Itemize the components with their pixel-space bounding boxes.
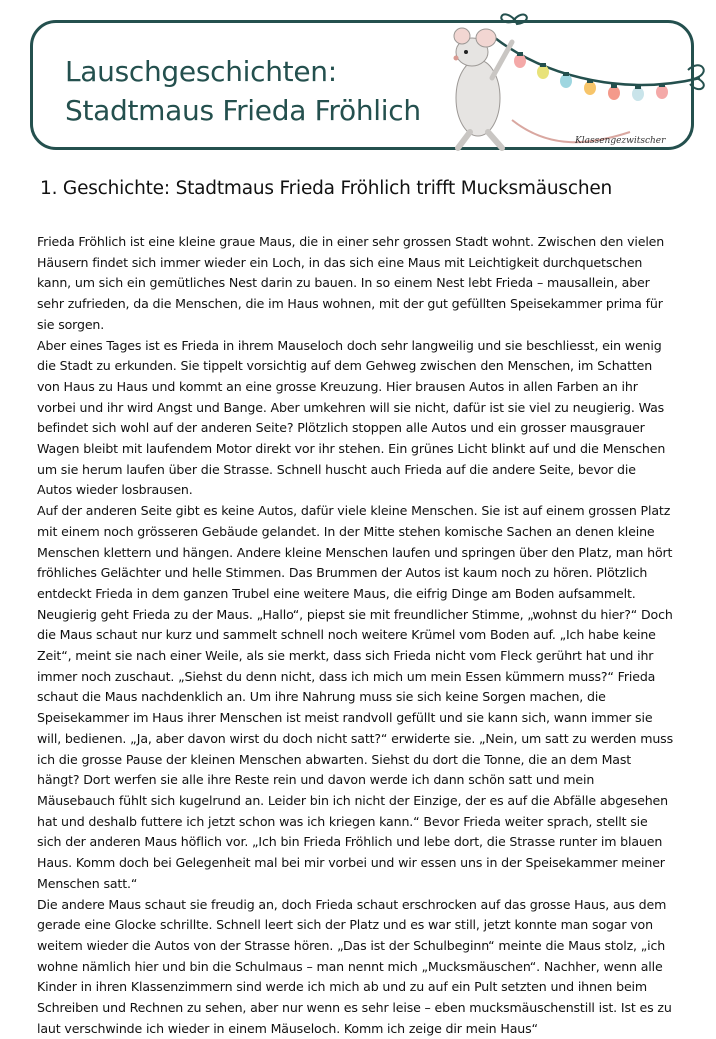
light-bulb-cap <box>635 85 641 89</box>
bow-icon <box>501 14 526 24</box>
light-bulb-icon <box>514 54 526 68</box>
light-bulb-cap <box>611 84 617 88</box>
page-title <box>65 52 421 130</box>
light-bulb-icon <box>608 86 620 100</box>
story-paragraph: Auf der anderen Seite gibt es keine Autos, dafür viele kleine Menschen. Sie ist auf einem grossen Platz mit einem noch grösseren Gebäude gelandet. In der Mitte stehen komische Sachen an denen kleine Menschen klettern und hängen. Andere kleine Menschen laufen und springen über den Platz, man hört fröhliches Gelächter und helle Stimmen. Das Brummen der Autos ist kaum noch zu hören. Plötzlich entdeckt Frieda in dem ganzen Trubel eine weitere Maus, die eifrig Dinge am Boden aufsammelt. Neugierig geht Frieda zu der Maus. „Hallo“, piepst sie mit freundlicher Stimme, „wohnst du hier?“ Doch die Maus schaut nur kurz und sammelt schnell noch weitere Krümel vom Boden auf. „Ich habe keine Zeit“, meint sie nach einer Weile, als sie merkt, dass sich Frieda nicht vom Fleck gerührt hat und ihr immer noch zuschaut. „Siehst du denn nicht, dass ich mich um mein Essen kümmern muss?“ Frieda schaut die Maus nachdenklich an. Um ihre Nahrung muss sie sich keine Sorgen machen, die Speisekammer im Haus ihrer Menschen ist meist randvoll gefüllt und sie kann sich, wann immer sie will, bedienen. „Ja, aber davon wirst du doch nicht satt?“ erwiderte sie. „Nein, um satt zu werden muss ich die grosse Pause der kleinen Menschen abwarten. Siehst du dort die Tonne, die an dem Mast hängt? Dort werfen sie alle ihre Reste rein und davon werde ich dann schön satt und mein Mäusebauch fühlt sich kugelrund an. Leider bin ich nicht der Einzige, der es auf die Abfälle abgesehen hat und deshalb futtere ich jetzt schon was ich kriegen kann.“ Bevor Frieda weiter sprach, stellt sie sich der anderen Maus höflich vor. „Ich bin Frieda Fröhlich und lebe dort, die Strasse runter im blauen Haus. Komm doch bei Gelegenheit mal bei mir vorbei und wir essen uns in der Speisekammer meiner Menschen satt.“ <box>37 501 673 894</box>
light-bulb-cap <box>659 83 665 87</box>
mouse-leg <box>488 132 502 148</box>
story-paragraph: Aber eines Tages ist es Frieda in ihrem Mauseloch doch sehr langweilig und sie beschliesst, ein wenig die Stadt zu erkunden. Sie tippelt vorsichtig auf dem Gehweg zwischen den Menschen, im Schatten von Haus zu Haus und kommt an eine grosse Kreuzung. Hier brausen Autos in allen Farben an ihr vorbei und ihr wird Angst und Bange. Aber umkehren will sie nicht, dafür ist sie viel zu neugierig. Was befindet sich wohl auf der anderen Seite? Plötzlich stoppen alle Autos und ein grosser mausgrauer Wagen bleibt mit laufendem Motor direkt vor ihr stehen. Ein grünes Licht blinkt auf und die Menschen um sie herum laufen über die Strasse. Schnell huscht auch Frieda auf die andere Seite, bevor die Autos wieder losbrausen. <box>37 336 673 502</box>
light-bulb-cap <box>563 72 569 76</box>
mouse-arm <box>492 42 512 78</box>
light-bulb-icon <box>584 81 596 95</box>
mouse-ear <box>476 29 496 47</box>
mouse-eye <box>464 50 468 54</box>
light-bulb-cap <box>540 63 546 67</box>
light-bulb-cap <box>517 52 523 56</box>
mouse-illustration <box>400 0 716 160</box>
mouse-leg <box>458 132 470 148</box>
story-title: 1. Geschichte: Stadtmaus Frieda Fröhlich trifft Mucksmäuschen <box>40 178 612 199</box>
mouse-ear <box>454 28 470 44</box>
title-line-1: Lauschgeschichten: <box>65 52 421 91</box>
story-paragraph: Die andere Maus schaut sie freudig an, doch Frieda schaut erschrocken auf das grosse Haus, aus dem gerade eine Glocke schrillte. Schnell leert sich der Platz und es war still, jetzt konnte man sogar von weitem wieder die Autos von der Strasse hören. „Das ist der Schulbeginn“ meinte die Maus stolz, „ich wohne nämlich hier und bin die Schulmaus – man nennt mich „Mucksmäuschen“. Nachher, wenn alle Kinder in ihren Klassenzimmern sind werde ich mich ab und zu auf ein Pult setzten und ihnen beim Schreiben und Rechnen zu sehen, aber nur wenn es sehr leise – eben mucksmäuschenstill ist. Ist es zu laut verschwinde ich wieder in einem Mäuseloch. Komm ich zeige dir mein Haus“ <box>37 895 673 1039</box>
light-bulb-icon <box>560 74 572 88</box>
story-body <box>37 232 673 1039</box>
bow-icon <box>688 65 704 89</box>
light-bulb-icon <box>537 65 549 79</box>
title-line-2: Stadtmaus Frieda Fröhlich <box>65 91 421 130</box>
light-bulb-cap <box>587 79 593 83</box>
light-bulb-icon <box>632 87 644 101</box>
light-bulb-icon <box>656 85 668 99</box>
story-paragraph: Frieda Fröhlich ist eine kleine graue Maus, die in einer sehr grossen Stadt wohnt. Zwischen den vielen Häusern findet sich immer wieder ein Loch, in das sich eine Maus mit Leichtigkeit durchquetschen kann, um sich ein gemütliches Nest darin zu bauen. In so einem Nest lebt Frieda – mausallein, aber sehr zufrieden, da die Menschen, die im Haus wohnen, mit der gut gefüllten Speisekammer prima für sie sorgen. <box>37 232 673 336</box>
credit-text: Klassengezwitscher <box>575 136 665 146</box>
mouse-nose <box>454 56 459 61</box>
